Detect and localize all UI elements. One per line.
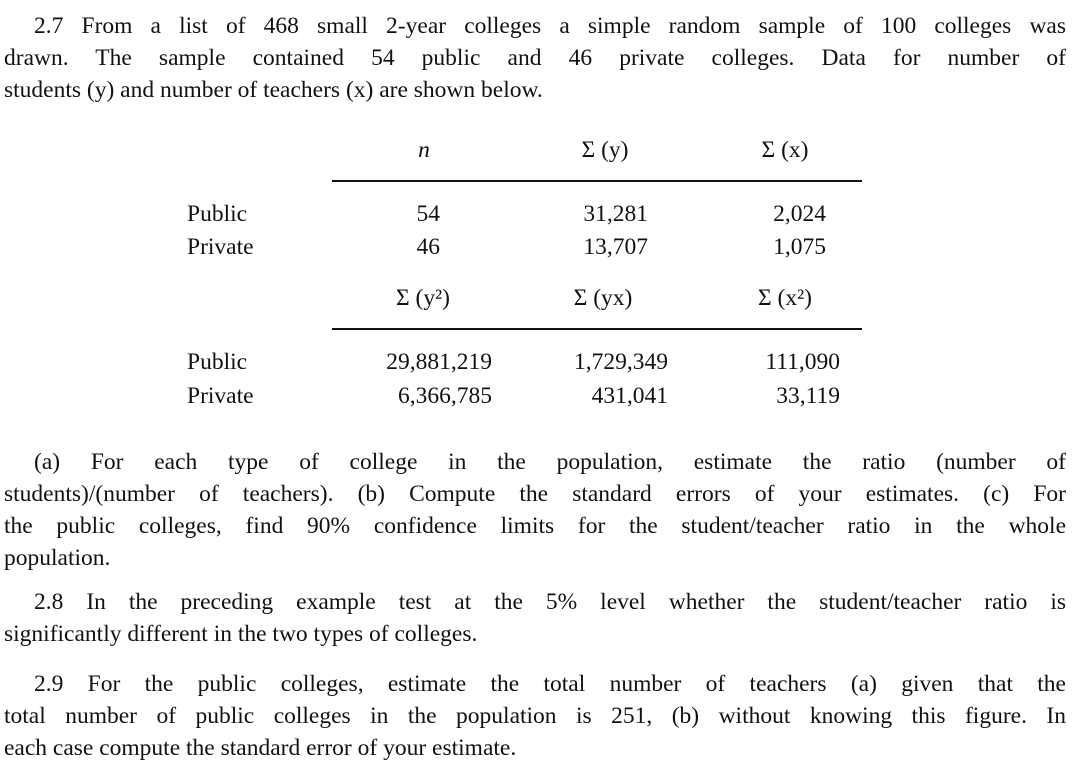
cell-n: 54 <box>416 201 440 227</box>
problem-2-8 <box>4 586 1066 650</box>
header-sum-y2: Σ (y²) <box>396 285 450 311</box>
cell-sum-y2: 29,881,219 <box>386 349 492 375</box>
table-rule <box>332 180 862 182</box>
cell-sum-x: 2,024 <box>773 201 826 227</box>
header-sum-x: Σ (x) <box>761 137 809 163</box>
problem-2-7-intro <box>4 10 1066 106</box>
problem-2-7-questions <box>4 446 1066 574</box>
cell-sum-y2: 6,366,785 <box>398 383 492 409</box>
row-label: Public <box>187 201 248 227</box>
row-label: Private <box>187 383 254 409</box>
cell-sum-yx: 431,041 <box>591 383 668 409</box>
cell-sum-x2: 33,119 <box>776 383 840 409</box>
cell-sum-x2: 111,090 <box>765 349 840 375</box>
text-line: each case compute the standard error of your estimate. <box>4 735 517 761</box>
text-line: (a) For each type of college in the population, estimate the ratio (number of <box>34 449 1066 475</box>
text-line: 2.7 From a list of 468 small 2-year colleges a simple random sample of 100 colleges was <box>34 13 1066 39</box>
cell-sum-x: 1,075 <box>773 234 826 260</box>
text-line: 2.9 For the public colleges, estimate the total number of teachers (a) given that the <box>34 671 1066 697</box>
cell-sum-y: 31,281 <box>583 201 648 227</box>
header-sum-y: Σ (y) <box>581 137 629 163</box>
text-line: total number of public colleges in the population is 251, (b) without knowing this figure. In <box>4 703 1066 729</box>
text-line: drawn. The sample contained 54 public and 46 private colleges. Data for number of <box>4 45 1066 71</box>
cell-sum-y: 13,707 <box>583 234 648 260</box>
problem-2-9 <box>4 668 1066 764</box>
table-rule <box>332 328 862 330</box>
header-sum-x2: Σ (x²) <box>758 285 812 311</box>
cell-sum-yx: 1,729,349 <box>574 349 668 375</box>
cell-n: 46 <box>416 234 440 260</box>
text-line: population. <box>4 545 111 571</box>
row-label: Private <box>187 234 254 260</box>
row-label: Public <box>187 349 248 375</box>
text-line: students)/(number of teachers). (b) Compute the standard errors of your estimates. (c) For <box>4 481 1066 507</box>
text-line: significantly different in the two types of colleges. <box>4 621 478 647</box>
header-n: n <box>418 137 430 163</box>
header-sum-yx: Σ (yx) <box>573 285 633 311</box>
text-line: the public colleges, find 90% confidence limits for the student/teacher ratio in the whole <box>4 513 1066 539</box>
text-line: 2.8 In the preceding example test at the 5% level whether the student/teacher ratio is <box>34 589 1066 615</box>
text-line: students (y) and number of teachers (x) are shown below. <box>4 77 543 103</box>
